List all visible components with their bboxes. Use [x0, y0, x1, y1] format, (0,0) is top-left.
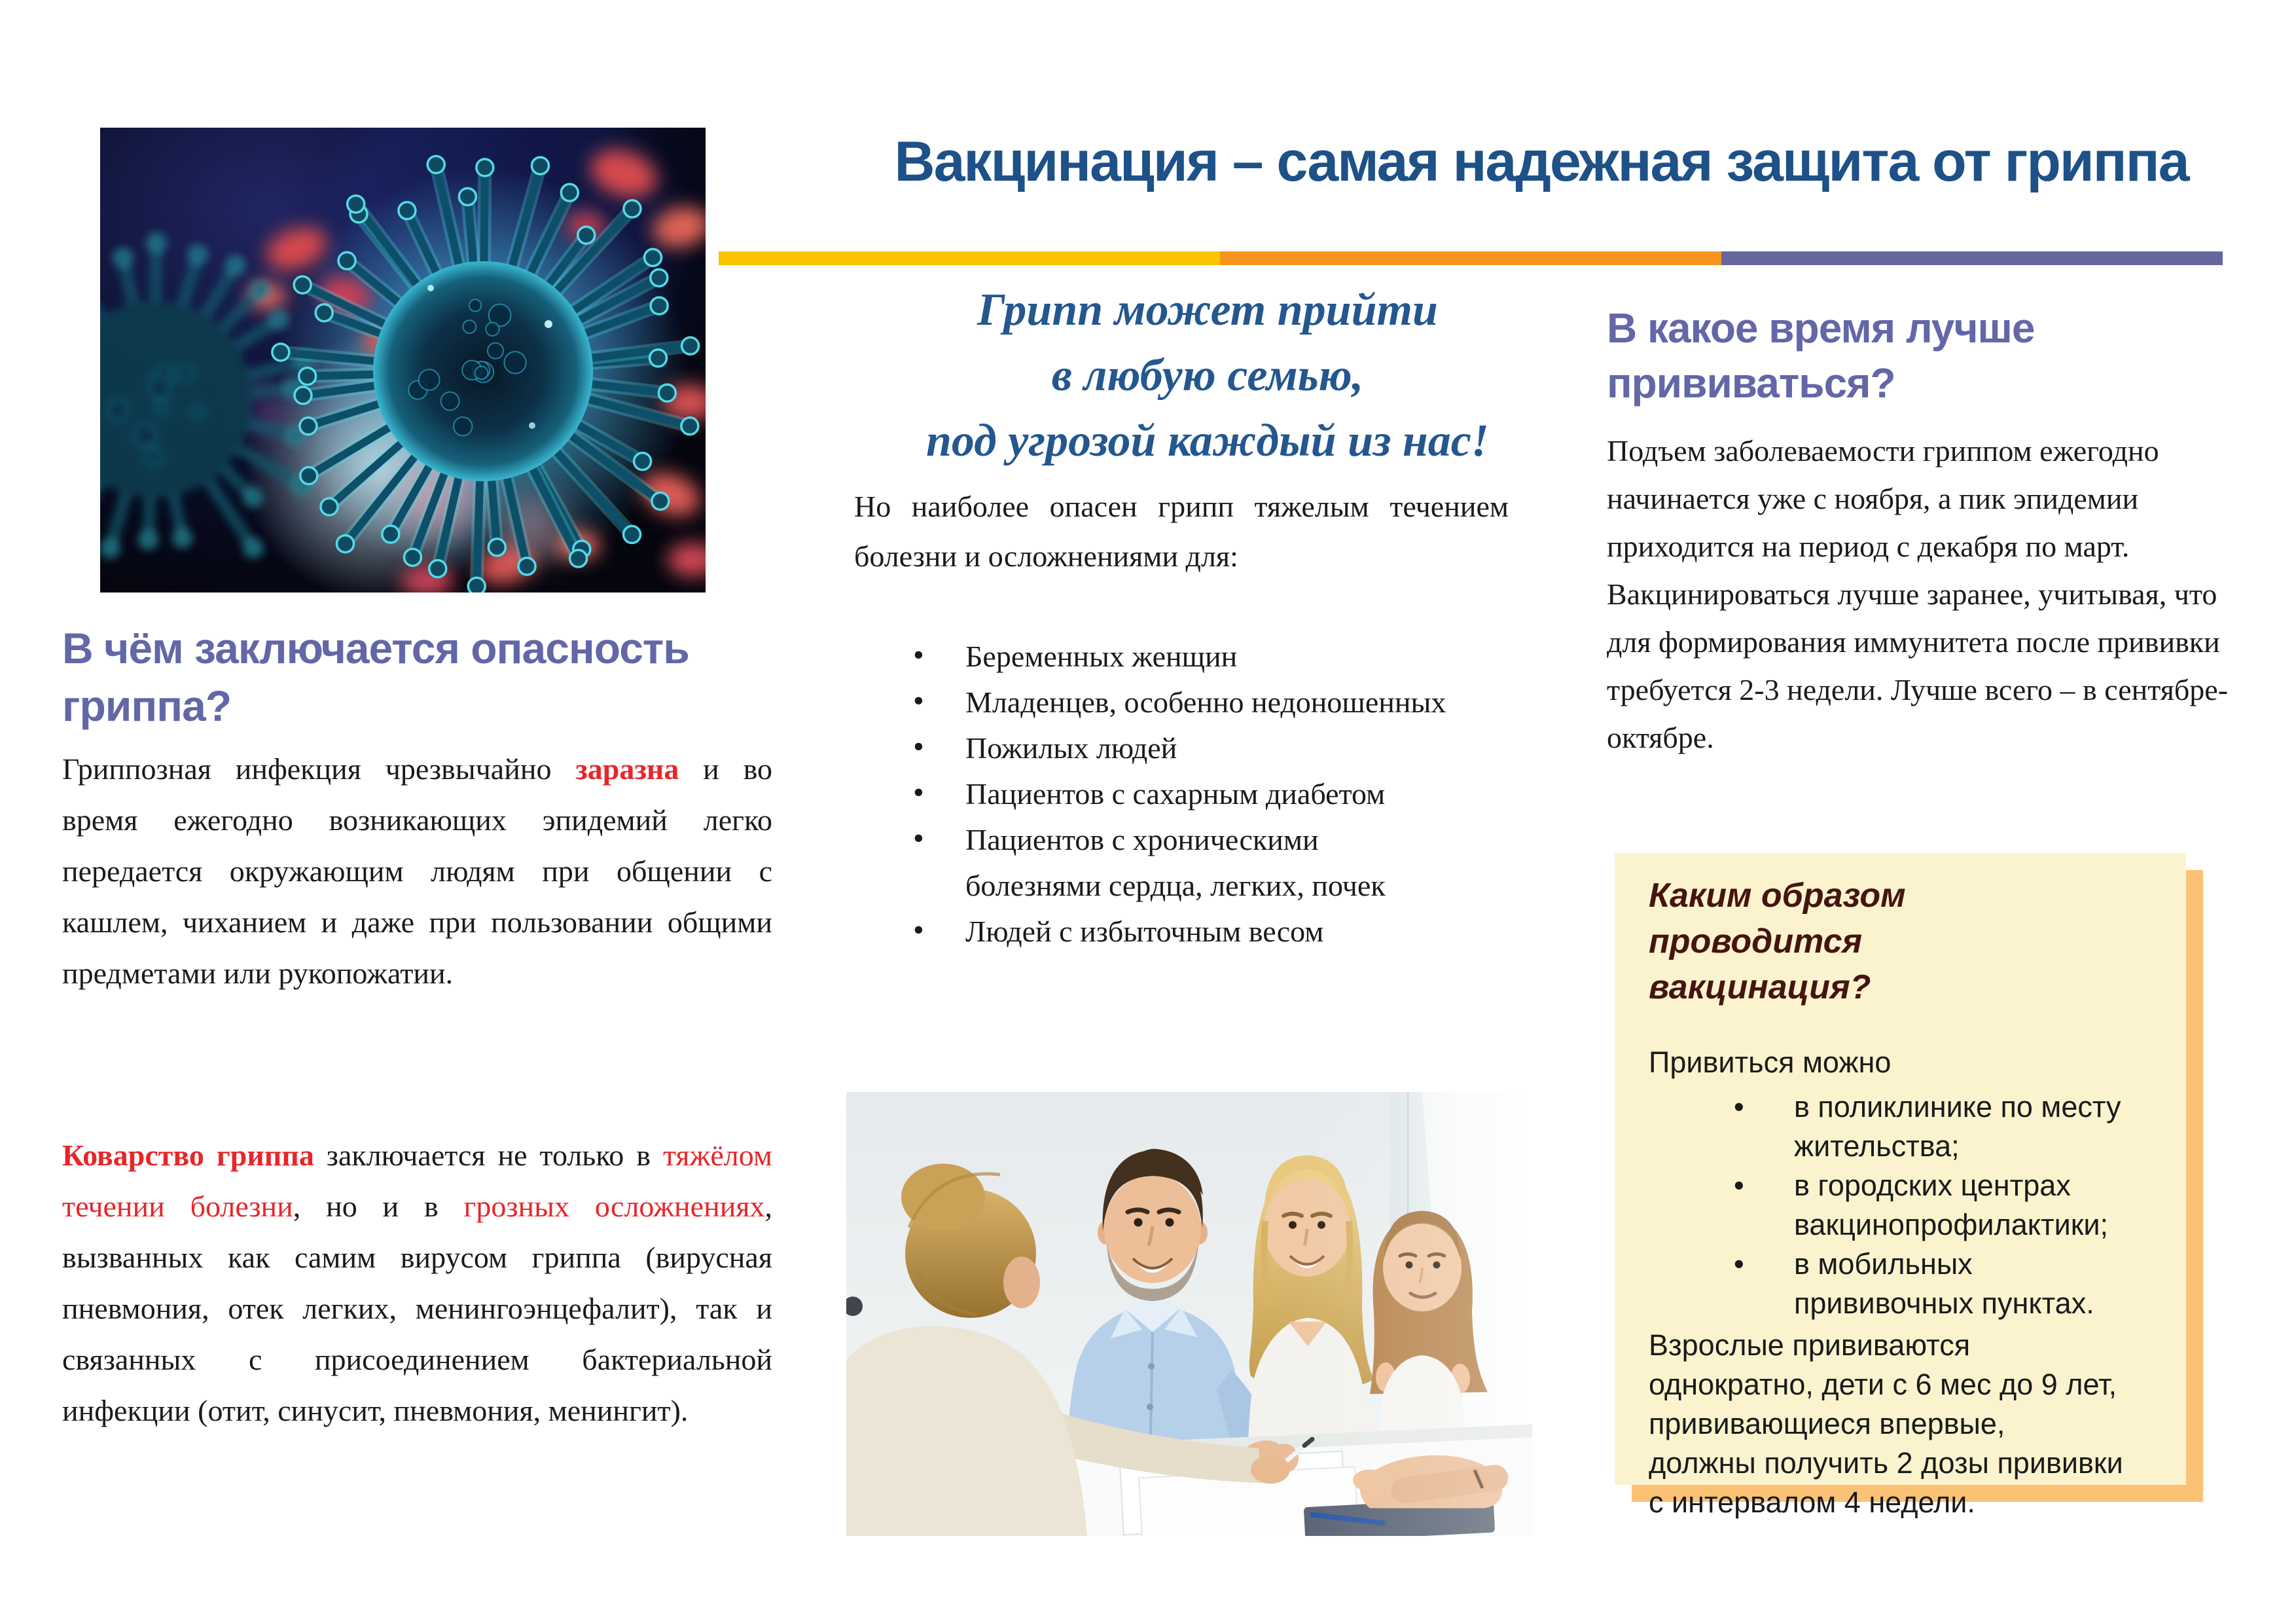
text-run: Гриппозная инфекция чрезвычайно — [62, 752, 576, 786]
dosage-note-line: Взрослые прививаются — [1649, 1328, 1971, 1362]
risk-item-text: Пациентов с сахарным диабетом — [965, 777, 1386, 811]
dosage-note — [1649, 1326, 2157, 1522]
bar-segment-yellow — [719, 251, 1220, 265]
bullet-icon: • — [1734, 1247, 1744, 1281]
bullet-icon: • — [913, 775, 924, 810]
text-run: и во время ежегодно возникающих эпидемий легко передается окружающим людям при общении с кашлем, чиханием и даже при пользовании общими предметами или рукопожатии. — [62, 752, 772, 990]
when-to-vaccinate-heading: В какое время лучше прививаться? — [1607, 304, 2035, 407]
lead-slogan-line: под угрозой каждый из нас! — [925, 416, 1490, 466]
how-vaccination-heading: Каким образом проводится вакцинация? — [1649, 877, 1906, 1006]
highlight-severe-course: тяжёлом течении болезни — [62, 1139, 772, 1223]
highlight-insidiousness: Коварство гриппа — [62, 1139, 314, 1172]
text-run: , вызванных как самим вирусом гриппа (вирусная пневмония, отек легких, менингоэнцефалит), так и связанных с присоединением бактериальной инфекции (отит, синусит, пневмония, менингит). — [62, 1190, 772, 1427]
bullet-icon: • — [913, 638, 924, 672]
risk-groups-intro: Но наиболее опасен грипп тяжелым течением болезни и осложнениями для: — [854, 490, 1509, 573]
bullet-icon: • — [1734, 1090, 1744, 1123]
risk-groups-list — [913, 634, 1450, 955]
vaccination-places-list — [1649, 1087, 2157, 1323]
virus-photo — [100, 128, 706, 593]
list-item — [913, 725, 1450, 771]
page-title: Вакцинация – самая надежная защита от гриппа — [894, 130, 2189, 193]
risk-item-text: Людей с избыточным весом — [965, 915, 1324, 948]
bullet-icon: • — [913, 729, 924, 764]
list-item — [913, 634, 1450, 680]
dosage-note-line: должны получить 2 дозы прививки — [1649, 1446, 2123, 1480]
flu-danger-paragraph — [62, 744, 772, 999]
list-item — [913, 909, 1450, 955]
bar-segment-orange — [1220, 251, 1721, 265]
place-item-text: в городских центрах вакцинопрофилактики; — [1794, 1169, 2109, 1241]
dosage-note-line: с интервалом 4 недели. — [1649, 1486, 1975, 1519]
list-item — [913, 817, 1450, 909]
flu-danger-heading: В чём заключается опасность гриппа? — [62, 624, 689, 730]
bullet-icon: • — [1734, 1169, 1744, 1202]
vaccination-info-box — [1615, 853, 2186, 1519]
bullet-icon: • — [913, 913, 924, 947]
dosage-note-line: однократно, дети с 6 мес до 9 лет, — [1649, 1368, 2117, 1401]
bullet-icon: • — [913, 684, 924, 718]
divider-bar — [719, 251, 2223, 265]
family-photo — [846, 1092, 1532, 1536]
risk-item-text: Младенцев, особенно недоношенных — [965, 685, 1446, 719]
text-run: , но и в — [293, 1190, 464, 1223]
when-to-vaccinate-paragraph: Подъем заболеваемости гриппом ежегодно начинается уже с ноября, а пик эпидемии приходится на период с декабря по март. Вакцинироваться лучше заранее, учитывая, что для формирования иммунитета после прививки требуется 2-3 недели. Лучше всего – в сентябре-октябре. — [1607, 434, 2229, 754]
list-item — [1649, 1245, 2157, 1323]
highlight-complications: грозных осложнениях — [463, 1190, 765, 1223]
text-run: заключается не только в — [314, 1139, 663, 1172]
lead-slogan — [848, 278, 1568, 474]
flu-insidiousness-paragraph — [62, 1130, 772, 1436]
list-item — [913, 680, 1450, 725]
dosage-note-line: прививающиеся впервые, — [1649, 1407, 2005, 1440]
risk-item-text: Пожилых людей — [965, 731, 1177, 765]
bar-segment-purple — [1721, 251, 2223, 265]
highlight-contagious: заразна — [575, 752, 679, 786]
lead-slogan-line: в любую семью, — [1051, 350, 1364, 401]
risk-item-text: Беременных женщин — [965, 640, 1238, 673]
list-item — [1649, 1087, 2157, 1166]
place-item-text: в поликлинике по месту жительства; — [1794, 1090, 2121, 1163]
list-item — [913, 771, 1450, 817]
risk-item-text: Пациентов с хроническими болезнями сердца, легких, почек — [965, 823, 1386, 902]
place-item-text: в мобильных прививочных пунктах. — [1794, 1247, 2094, 1320]
list-item — [1649, 1166, 2157, 1245]
bullet-icon: • — [913, 821, 924, 856]
box-intro-text: Привиться можно — [1649, 1046, 1892, 1079]
lead-slogan-line: Грипп может прийти — [977, 285, 1438, 335]
